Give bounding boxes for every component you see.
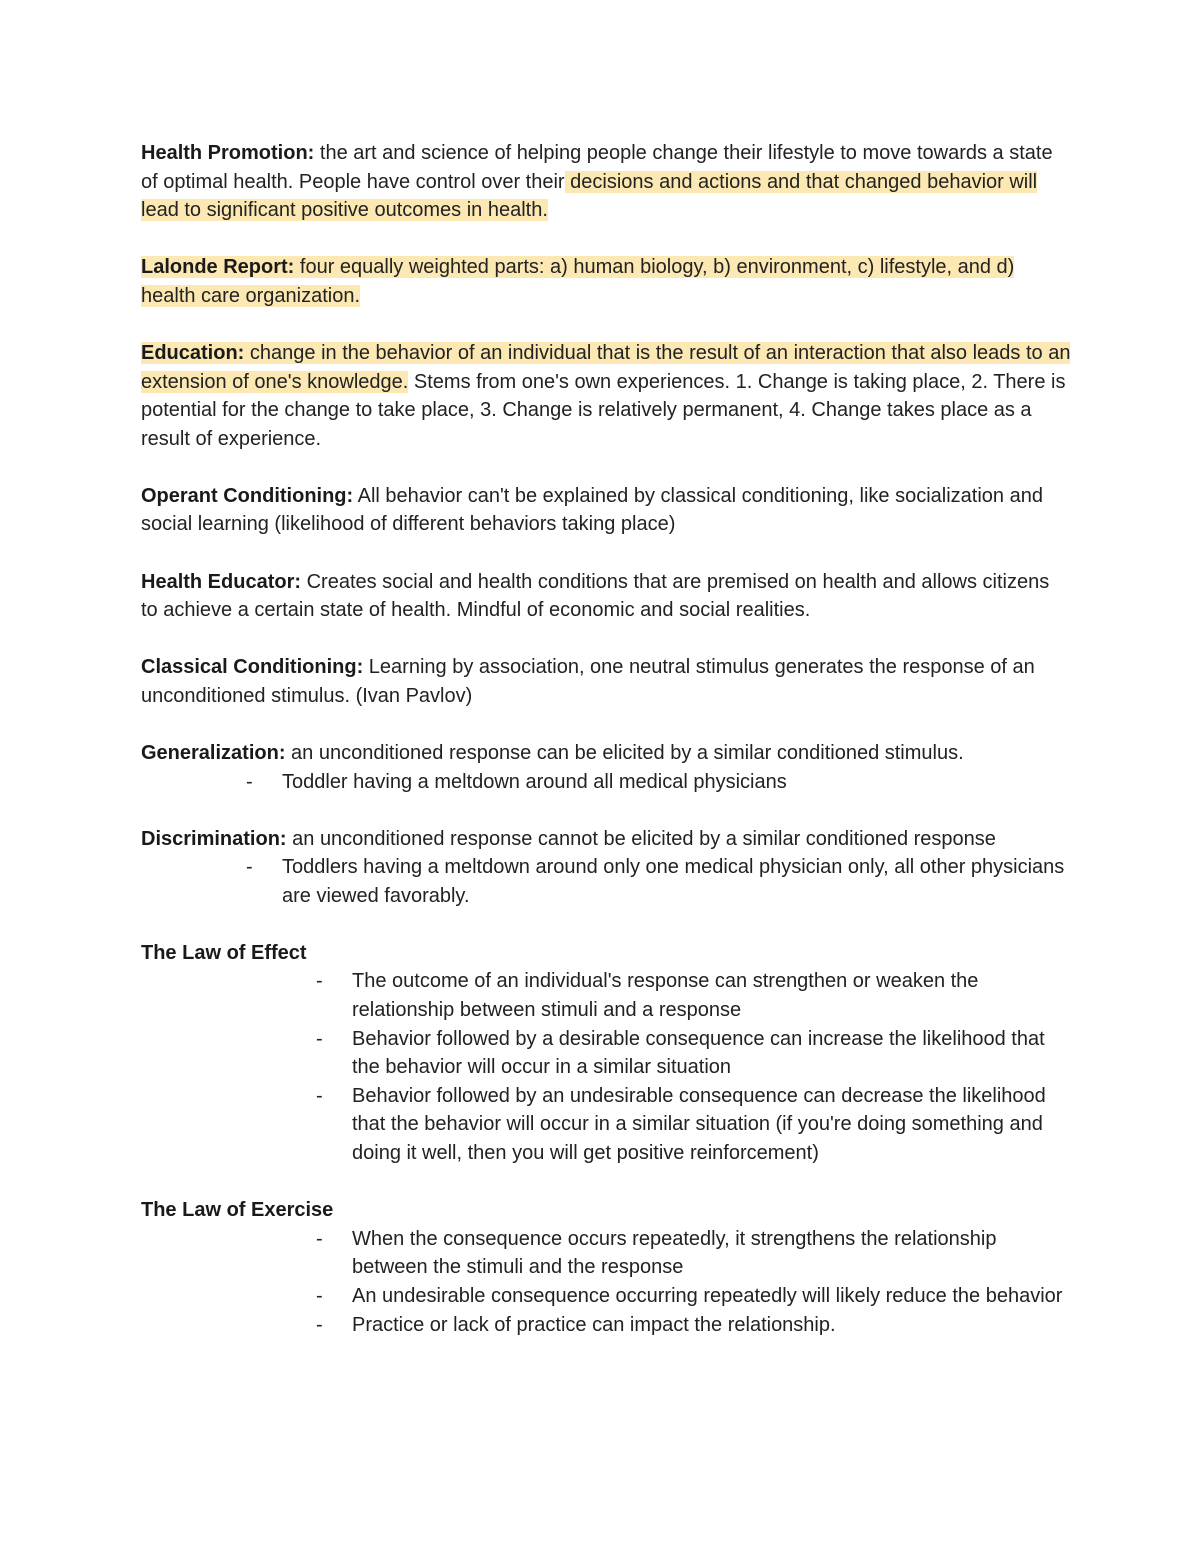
list-item-text: Toddlers having a meltdown around only one medical physician only, all other physicians are viewed favorably. (282, 856, 1065, 907)
education-paragraph (141, 339, 1071, 453)
list-item-text: When the consequence occurs repeatedly, it strengthens the relationship between the stimuli and the response (352, 1227, 997, 1279)
education-highlight: change in the behavior of an individual that is the result of an interaction that also leads to an extension of one's knowledge. (141, 341, 1071, 393)
term-health-educator: Health Educator: (141, 570, 302, 593)
dash-marker: - (316, 970, 323, 993)
list-item (316, 1282, 1071, 1311)
operant-text: All behavior can't be explained by classical conditioning, like socialization and social learning (likelihood of different behaviors taking place) (141, 484, 1043, 536)
dash-marker: - (316, 1227, 323, 1250)
list-item (246, 853, 1071, 910)
term-health-promotion: Health Promotion: (141, 142, 315, 164)
list-item (316, 1025, 1071, 1082)
lalonde-text: four equally weighted parts: a) human biology, b) environment, c) lifestyle, and d) health care organization. (141, 256, 1015, 307)
list-item (246, 768, 1071, 797)
dash-marker: - (316, 1284, 323, 1307)
list-item-text: Behavior followed by an undesirable consequence can decrease the likelihood that the behavior will occur in a similar situation (if you're doing something and doing it well, then you will get positive reinforcement) (352, 1084, 1046, 1165)
health-promotion-highlight: decisions and actions and that changed behavior will lead to significant positive outcomes in health. (141, 170, 1038, 222)
lalonde-paragraph (141, 253, 1071, 310)
term-lalonde-report: Lalonde Report: (141, 256, 295, 279)
classical-text: Learning by association, one neutral stimulus generates the response of an unconditioned stimulus. (Ivan Pavlov) (141, 656, 1035, 707)
list-item-text: Practice or lack of practice can impact the relationship. (352, 1313, 836, 1336)
term-generalization: Generalization: (141, 741, 286, 764)
discrimination-paragraph (141, 825, 1071, 854)
classical-paragraph (141, 653, 1071, 710)
list-item (316, 1082, 1071, 1168)
law-of-effect-heading: The Law of Effect (141, 941, 307, 964)
dash-marker: - (246, 770, 253, 793)
list-item-text: The outcome of an individual's response can strengthen or weaken the relationship between stimuli and a response (352, 970, 979, 1022)
dash-marker: - (316, 1313, 323, 1336)
generalization-list (141, 768, 1071, 797)
health-educator-text: Creates social and health conditions that are premised on health and allows citizens to achieve a certain state of health. Mindful of economic and social realities. (141, 570, 1050, 622)
law-of-exercise-list (141, 1225, 1071, 1339)
generalization-text: an unconditioned response can be elicited by a similar conditioned stimulus. (285, 741, 964, 764)
health-educator-paragraph (141, 568, 1071, 625)
list-item-text: Behavior followed by a desirable consequence can increase the likelihood that the behavior will occur in a similar situation (352, 1027, 1045, 1079)
term-education: Education: (141, 341, 245, 364)
discrimination-text: an unconditioned response cannot be elicited by a similar conditioned response (286, 827, 996, 850)
law-of-effect-list (141, 967, 1071, 1167)
education-text: Stems from one's own experiences. 1. Change is taking place, 2. There is potential for the change to take place, 3. Change is relatively permanent, 4. Change takes place as a result of experience. (141, 370, 1066, 450)
document-page (141, 139, 1071, 1368)
list-item (316, 1225, 1071, 1282)
dash-marker: - (246, 856, 253, 879)
list-item-text: Toddler having a meltdown around all medical physicians (282, 770, 787, 793)
term-classical-conditioning: Classical Conditioning: (141, 656, 364, 679)
law-of-exercise-heading: The Law of Exercise (141, 1199, 334, 1222)
dash-marker: - (316, 1084, 323, 1107)
list-item (316, 967, 1071, 1024)
list-item (316, 1311, 1071, 1340)
term-discrimination: Discrimination: (141, 827, 287, 850)
discrimination-list (141, 853, 1071, 910)
term-operant-conditioning: Operant Conditioning: (141, 484, 354, 507)
health-promotion-text: the art and science of helping people change their lifestyle to move towards a state of optimal health. People have control over their (141, 142, 1053, 193)
dash-marker: - (316, 1027, 323, 1050)
generalization-paragraph (141, 739, 1071, 768)
operant-paragraph (141, 482, 1071, 539)
list-item-text: An undesirable consequence occurring repeatedly will likely reduce the behavior (352, 1284, 1063, 1307)
health-promotion-paragraph (141, 139, 1071, 225)
